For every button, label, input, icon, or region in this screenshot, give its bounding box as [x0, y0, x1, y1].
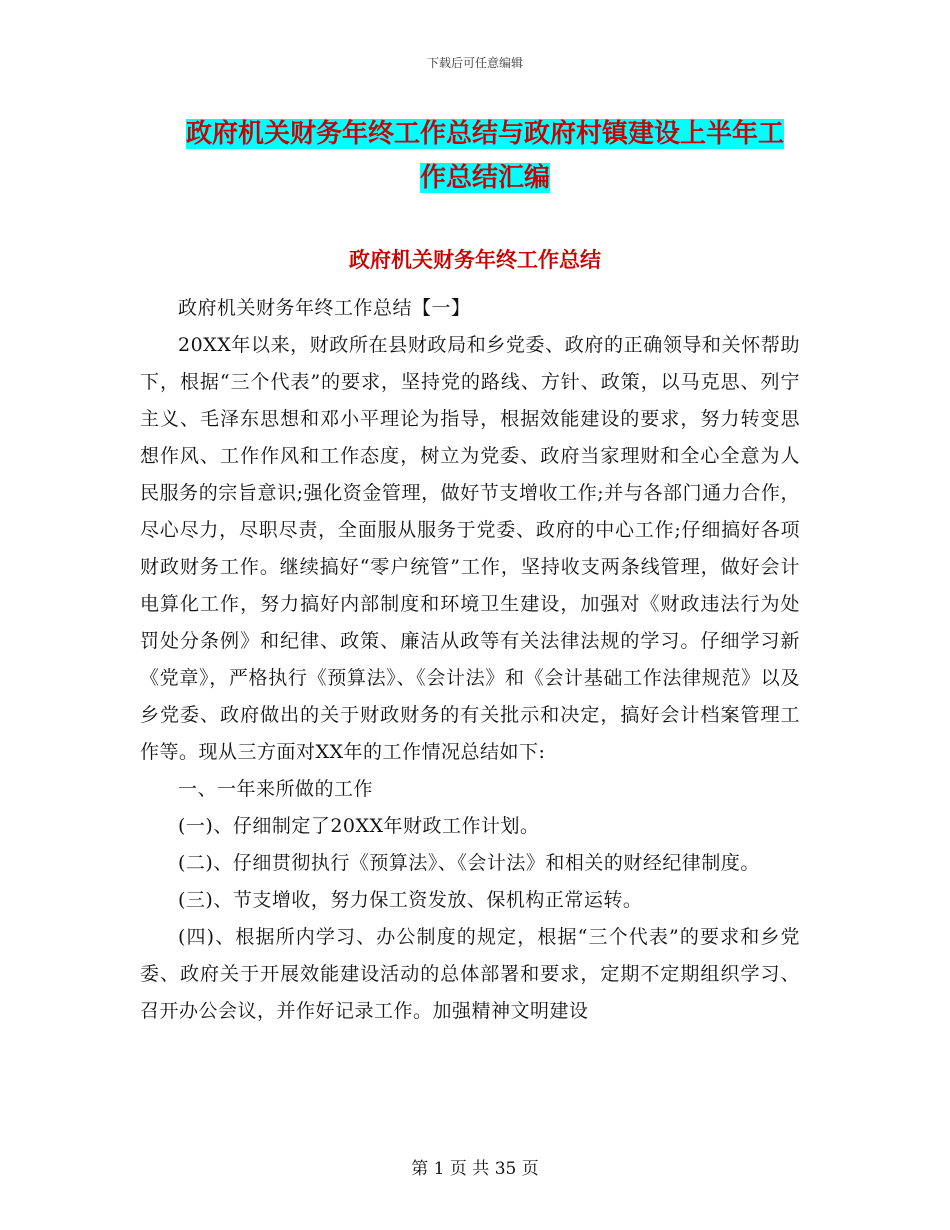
paragraph: 20XX年以来，财政所在县财政局和乡党委、政府的正确领导和关怀帮助下，根据“三个代表”的要求，坚持党的路线、方针、政策，以马克思、列宁主义、毛泽东思想和邓小平理论为指导，根据效能建设的要求，努力转变思想作风、工作作风和工作态度，树立为党委、政府当家理财和全心全意为人民服务的宗旨意识;强化资金管理，做好节支增收工作;并与各部门通力合作，尽心尽力，尽职尽责，全面服从服务于党委、政府的中心工作;仔细搞好各项财政财务工作。继续搞好“零户统管”工作，坚持收支两条线管理，做好会计电算化工作，努力搞好内部制度和环境卫生建设，加强对《财政违法行为处罚处分条例》和纪律、政策、廉洁从政等有关法律法规的学习。仔细学习新《党章》，严格执行《预算法》、《会计法》和《会计基础工作法律规范》以及乡党委、政府做出的关于财政财务的有关批示和决定，搞好会计档案管理工作等。现从三方面对XX年的工作情况总结如下:: [140, 334, 800, 763]
document-title-line-1: 政府机关财务年终工作总结与政府村镇建设上半年工: [185, 119, 784, 149]
document-title: [140, 112, 830, 200]
paragraph-list-item: (一)、仔细制定了20XX年财政工作计划。: [178, 815, 540, 837]
paragraph-list-item: (四)、根据所内学习、办公制度的规定，根据“三个代表”的要求和乡党委、政府关于开展效能建设活动的总体部署和要求，定期不定期组织学习、召开办公会议，并作好记录工作。加强精神文明建设: [140, 926, 800, 1022]
document-body: [140, 290, 800, 1030]
paragraph-list-item: (三)、节支增收，努力保工资发放、保机构正常运转。: [178, 889, 643, 911]
header-note: 下载后可任意编辑: [426, 56, 523, 70]
page-number: 第 1 页 共 35 页: [411, 1159, 539, 1179]
document-title-line-2: 作总结汇编: [419, 163, 550, 193]
section-title: 政府机关财务年终工作总结: [349, 248, 601, 272]
paragraph-list-item: (二)、仔细贯彻执行《预算法》、《会计法》和相关的财经纪律制度。: [178, 852, 760, 874]
paragraph-heading: 政府机关财务年终工作总结【一】: [178, 297, 471, 319]
paragraph-list-heading: 一、一年来所做的工作: [178, 778, 374, 800]
